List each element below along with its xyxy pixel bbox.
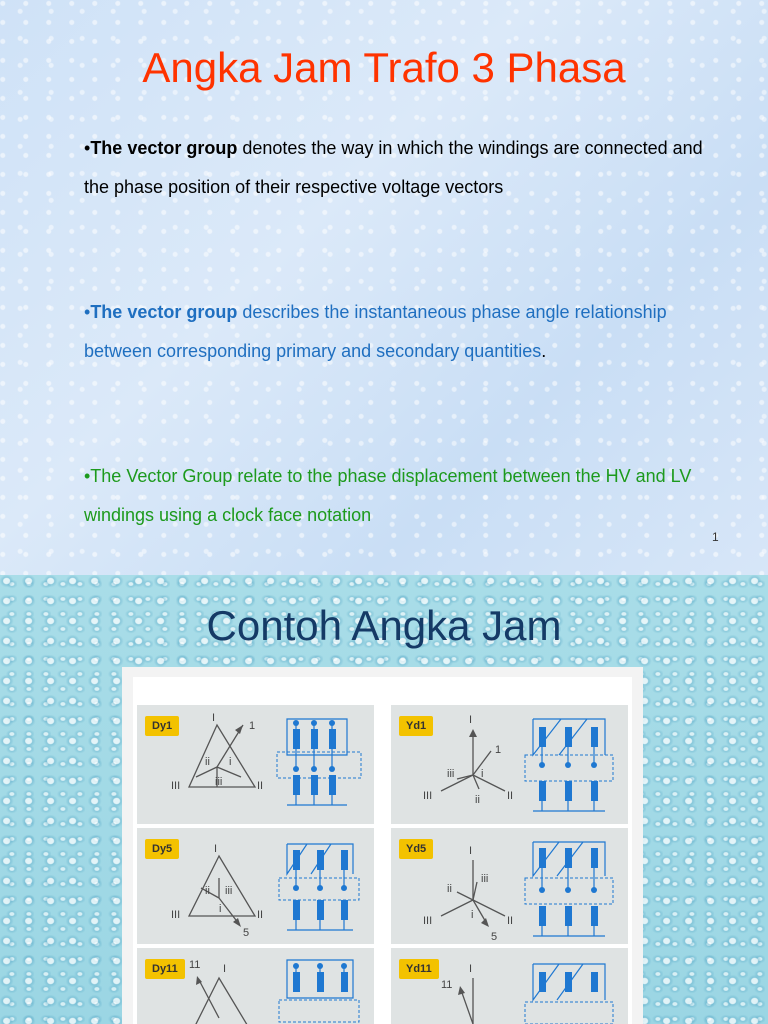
svg-text:iii: iii: [447, 768, 455, 780]
vector-group-tag: Yd5: [399, 839, 433, 859]
svg-text:ii: ii: [475, 794, 480, 806]
svg-text:II: II: [507, 915, 514, 927]
svg-text:I: I: [469, 714, 473, 726]
slide-title: Angka Jam Trafo 3 Phasa: [142, 44, 626, 91]
vector-group-tag: Dy1: [145, 716, 179, 736]
bullet-text: describes the instantaneous phase angle relationship between corresponding primary and secondary quantities: [84, 302, 667, 361]
svg-text:III: III: [171, 780, 181, 792]
diagram-dy1: [137, 705, 374, 824]
yd11-vector-diagram: [391, 948, 628, 1024]
svg-text:5: 5: [491, 931, 498, 943]
svg-text:ii: ii: [447, 883, 452, 895]
svg-text:II: II: [257, 909, 264, 921]
svg-text:I: I: [469, 963, 473, 975]
svg-text:ii: ii: [205, 885, 210, 897]
svg-text:iii: iii: [481, 873, 489, 885]
dy1-vector-diagram: [137, 705, 374, 824]
svg-text:5: 5: [243, 927, 250, 939]
bullet-vector-group-phase-angle: [84, 293, 714, 371]
vector-group-panel: [122, 667, 643, 1024]
svg-text:1: 1: [249, 720, 256, 732]
diagram-yd5: [391, 828, 628, 944]
svg-text:II: II: [507, 790, 514, 802]
svg-text:II: II: [257, 780, 264, 792]
page-number: 1: [712, 530, 719, 544]
dy5-vector-diagram: [137, 828, 374, 944]
bullet-mark: •: [84, 138, 91, 158]
bullet-bold-term: The vector group: [90, 302, 238, 322]
svg-text:I: I: [223, 963, 227, 975]
bullet-text: denotes the way in which the windings are connected and the phase position of their respective voltage vectors: [84, 138, 703, 197]
vector-group-tag: Dy5: [145, 839, 179, 859]
diagram-dy5: [137, 828, 374, 944]
svg-text:i: i: [471, 909, 474, 921]
diagram-yd1: [391, 705, 628, 824]
diagram-dy11: [137, 948, 374, 1024]
svg-text:i: i: [481, 768, 484, 780]
bullet-clock-face-notation: •The Vector Group relate to the phase displacement between the HV and LV windings using a clock face notation: [84, 466, 692, 525]
slide-title: Contoh Angka Jam: [206, 602, 562, 649]
vector-group-tag: Dy11: [145, 959, 185, 979]
bullet-vector-group-definition: [84, 129, 714, 207]
svg-text:I: I: [212, 712, 216, 724]
svg-text:III: III: [171, 909, 181, 921]
svg-text:III: III: [423, 915, 433, 927]
svg-text:11: 11: [441, 979, 453, 991]
vector-group-grid: [133, 677, 632, 1024]
diagram-yd11: [391, 948, 628, 1024]
svg-text:I: I: [469, 845, 473, 857]
dy11-vector-diagram: [137, 948, 374, 1024]
svg-text:I: I: [214, 843, 218, 855]
svg-text:iii: iii: [225, 885, 233, 897]
svg-text:11: 11: [189, 959, 201, 971]
svg-text:i: i: [229, 756, 232, 768]
bullet-bold-term: The vector group: [90, 138, 238, 158]
svg-text:1: 1: [495, 744, 502, 756]
yd5-vector-diagram: [391, 828, 628, 944]
svg-text:iii: iii: [215, 776, 223, 788]
yd1-vector-diagram: [391, 705, 628, 824]
slide-2: [0, 575, 768, 1024]
vector-group-tag: Yd1: [399, 716, 433, 736]
svg-text:i: i: [219, 903, 222, 915]
svg-text:ii: ii: [205, 756, 210, 768]
bullet-period: .: [541, 341, 547, 361]
bullet-mark: •: [84, 302, 91, 322]
svg-text:III: III: [423, 790, 433, 802]
vector-group-tag: Yd11: [399, 959, 439, 979]
